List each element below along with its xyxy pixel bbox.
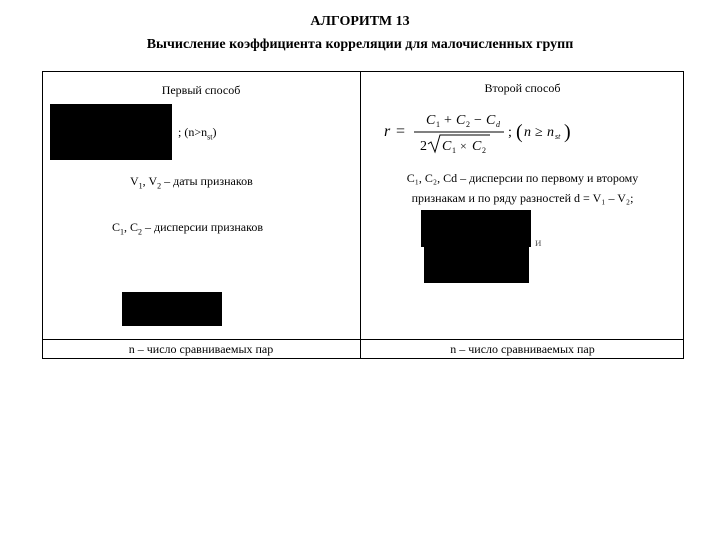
- right-and-word: и: [535, 235, 542, 249]
- svg-text:≥: ≥: [535, 125, 543, 140]
- svg-text:C: C: [442, 139, 452, 154]
- svg-text:−: −: [474, 113, 482, 128]
- svg-text:st: st: [555, 132, 561, 141]
- svg-text:C: C: [472, 139, 482, 154]
- left-header: Первый способ: [161, 83, 241, 97]
- page-title: АЛГОРИТМ 13: [310, 14, 410, 29]
- svg-text:=: =: [396, 123, 406, 140]
- left-n-description: n – число сравниваемых пар: [128, 342, 274, 356]
- left-c-description: $C_1$, $C_2$ – дисперсии признаков: [112, 220, 264, 237]
- row-divider: [42, 339, 684, 340]
- correlation-formula: [380, 108, 580, 156]
- right-description-line1: C₁, C₂, Cd – дисперсии по первому и второму: [406, 171, 639, 185]
- left-condition: ; $(n>n_{st})$: [178, 125, 217, 142]
- svg-text:r: r: [384, 123, 391, 140]
- column-divider: [360, 71, 361, 359]
- svg-text:n: n: [547, 125, 554, 140]
- svg-text:C: C: [426, 113, 436, 128]
- right-header: Второй способ: [484, 81, 561, 95]
- svg-text:×: ×: [460, 139, 467, 153]
- svg-text:C: C: [486, 113, 496, 128]
- redacted-block-right-bottom: [424, 247, 529, 283]
- svg-text:n: n: [524, 125, 531, 140]
- right-n-description: n – число сравниваемых пар: [450, 342, 595, 356]
- redacted-block-right-top: [421, 210, 531, 247]
- svg-text:2: 2: [420, 139, 427, 154]
- svg-text:1: 1: [452, 146, 456, 155]
- svg-text:): ): [564, 121, 571, 143]
- svg-text:C: C: [456, 113, 466, 128]
- svg-text:+: +: [444, 113, 452, 128]
- svg-text:2: 2: [482, 146, 486, 155]
- svg-text:;: ;: [508, 125, 512, 140]
- svg-text:1: 1: [436, 120, 440, 129]
- redacted-formula-left: [50, 104, 172, 160]
- page-subtitle: Вычисление коэффициента корреляции для малочисленных групп: [146, 37, 574, 52]
- svg-text:d: d: [496, 120, 500, 129]
- svg-text:2: 2: [466, 120, 470, 129]
- right-description-line2: признакам и по ряду разностей d = V₁ – V₂;: [411, 191, 634, 205]
- svg-text:(: (: [516, 121, 523, 143]
- left-v-description: $V_1$, $V_2$ – даты признаков: [130, 174, 253, 191]
- redacted-block-left: [122, 292, 222, 326]
